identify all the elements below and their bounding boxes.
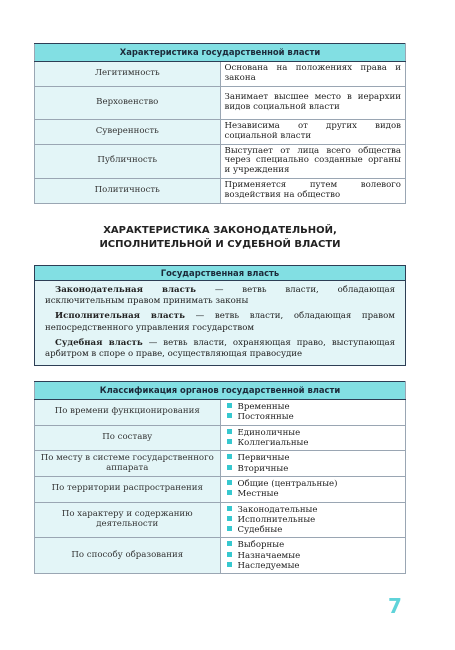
- bullet-square-icon: [227, 541, 232, 546]
- branch-definition: [45, 285, 395, 307]
- list-item-text: Единоличные: [237, 427, 301, 438]
- section-title-line: ХАРАКТЕРИСТИКА ЗАКОНОДАТЕЛЬНОЙ,: [103, 225, 337, 236]
- list-item: [227, 453, 402, 463]
- list-item: [227, 561, 402, 571]
- list-item-text: Общие (центральные): [237, 478, 338, 489]
- bullet-square-icon: [227, 506, 232, 511]
- state-power-table-header: Характеристика государственной власти: [35, 44, 406, 62]
- classification-table: [34, 381, 406, 574]
- list-item: [227, 438, 402, 448]
- list-item: [227, 489, 402, 499]
- list-item-text: Коллегиальные: [237, 437, 309, 448]
- branch-text: — ветвь власти, охраняющая право, выступающая арбитром в споре о праве, осуществляющая правосудие: [45, 337, 395, 359]
- list-item: [227, 428, 402, 438]
- list-item: [227, 551, 402, 561]
- state-power-table: [34, 43, 406, 204]
- list-item: [227, 402, 402, 412]
- list-item: [227, 525, 402, 535]
- bullet-square-icon: [227, 403, 232, 408]
- row-text: Выступает от лица всего общества через специально созданные органы и учреждения: [220, 144, 406, 179]
- list-item-text: Постоянные: [237, 412, 294, 423]
- table-row: [35, 476, 406, 502]
- bullet-square-icon: [227, 526, 232, 531]
- classification-table-header: Классификация органов государственной власти: [35, 382, 406, 400]
- row-text: Применяется путем волевого воздействия на общество: [220, 179, 406, 204]
- bullet-square-icon: [227, 465, 232, 470]
- table-row: [35, 538, 406, 574]
- row-label: Легитимность: [35, 62, 221, 87]
- list-item: [227, 540, 402, 550]
- branch-text: — ветвь власти, обладающая правом непосредственного управления государством: [45, 311, 395, 333]
- branch-term: Судебная власть: [55, 337, 143, 348]
- bullet-square-icon: [227, 552, 232, 557]
- branch-term: Законодательная власть: [55, 285, 197, 295]
- list-item-text: Исполнительные: [237, 514, 316, 525]
- bullet-square-icon: [227, 562, 232, 567]
- bullet-square-icon: [227, 429, 232, 434]
- state-power-box-body: [35, 281, 405, 365]
- row-text: Независима от других видов социальной власти: [220, 119, 406, 144]
- list-item-text: Наследуемые: [237, 561, 300, 572]
- branch-definition: [45, 338, 395, 360]
- row-label: Верховенство: [35, 86, 221, 119]
- bullet-square-icon: [227, 490, 232, 495]
- row-items: [220, 451, 406, 477]
- list-item-text: Выборные: [237, 540, 285, 551]
- list-item-text: Судебные: [237, 525, 283, 536]
- table-row: [35, 119, 406, 144]
- row-label: По территории распространения: [35, 476, 221, 502]
- list-item-text: Вторичные: [237, 463, 289, 474]
- list-item: [227, 464, 402, 474]
- list-item-text: Временные: [237, 402, 290, 412]
- table-row: [35, 62, 406, 87]
- state-power-box-header: Государственная власть: [35, 266, 405, 281]
- list-item: [227, 505, 402, 515]
- table-row: [35, 179, 406, 204]
- row-items: [220, 425, 406, 451]
- row-label: Публичность: [35, 144, 221, 179]
- branch-term: Исполнительная власть: [55, 311, 185, 322]
- list-item: [227, 479, 402, 489]
- row-label: По способу образования: [35, 538, 221, 574]
- row-text: Основана на положениях права и закона: [220, 62, 406, 87]
- bullet-square-icon: [227, 516, 232, 521]
- list-item: [227, 412, 402, 422]
- row-label: По времени функционирования: [35, 400, 221, 426]
- row-label: По месту в системе государственного аппарата: [35, 451, 221, 477]
- branch-text: — ветвь власти, обладающая исключительным правом принимать законы: [45, 285, 395, 307]
- section-title-line: ИСПОЛНИТЕЛЬНОЙ И СУДЕБНОЙ ВЛАСТИ: [99, 238, 341, 250]
- table-row: [35, 86, 406, 119]
- page-number: 7: [388, 594, 402, 618]
- row-text: Занимает высшее место в иерархии видов социальной власти: [220, 86, 406, 119]
- list-item-text: Назначаемые: [237, 550, 301, 561]
- table-row: [35, 425, 406, 451]
- table-row: [35, 451, 406, 477]
- branch-definition: [45, 311, 395, 333]
- list-item-text: Первичные: [237, 453, 290, 464]
- table-row: [35, 400, 406, 426]
- row-label: По составу: [35, 425, 221, 451]
- list-item: [227, 515, 402, 525]
- bullet-square-icon: [227, 413, 232, 418]
- bullet-square-icon: [227, 439, 232, 444]
- row-items: [220, 476, 406, 502]
- row-label: Суверенность: [35, 119, 221, 144]
- row-items: [220, 400, 406, 426]
- section-title: [34, 224, 406, 251]
- bullet-square-icon: [227, 454, 232, 459]
- list-item-text: Законодательные: [237, 504, 318, 515]
- table-row: [35, 144, 406, 179]
- row-items: [220, 502, 406, 538]
- row-items: [220, 538, 406, 574]
- row-label: Политичность: [35, 179, 221, 204]
- list-item-text: Местные: [237, 489, 279, 500]
- row-label: По характеру и содержанию деятельности: [35, 502, 221, 538]
- bullet-square-icon: [227, 480, 232, 485]
- state-power-box: [34, 265, 406, 366]
- table-row: [35, 502, 406, 538]
